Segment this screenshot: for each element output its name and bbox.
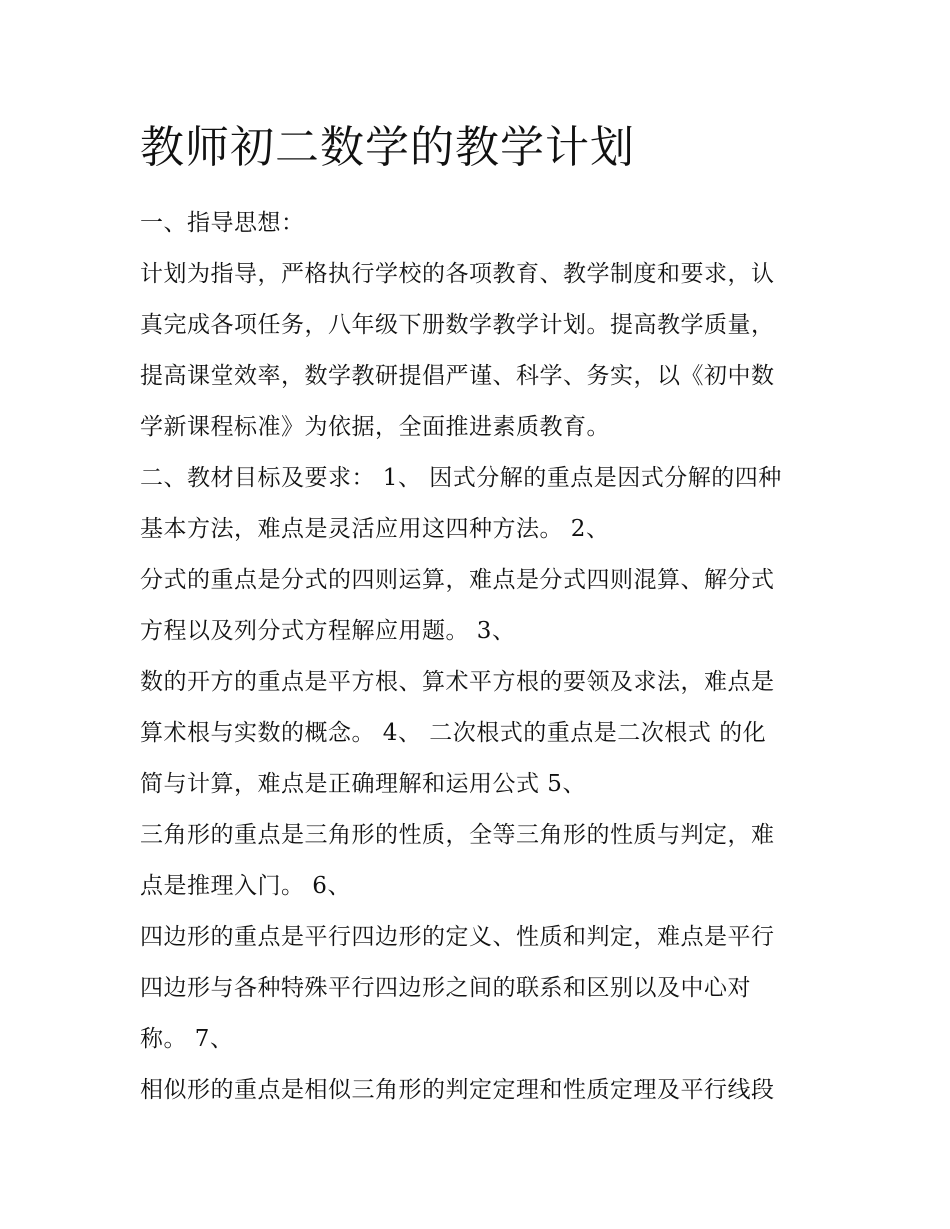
text-line: 方程以及列分式方程解应用题。 3、 <box>140 618 516 644</box>
text-line: 称。 7、 <box>140 1026 234 1052</box>
text-line: 提高课堂效率，数学教研提倡严谨、科学、务实，以《初中数 <box>140 363 775 389</box>
text-line: 分式的重点是分式的四则运算，难点是分式四则混算、解分式 <box>140 567 775 593</box>
text-line: 简与计算，难点是正确理解和运用公式 5、 <box>140 771 586 797</box>
text-line: 真完成各项任务，八年级下册数学教学计划。提高教学质量， <box>140 312 775 338</box>
text-line: 数的开方的重点是平方根、算术平方根的要领及求法，难点是 <box>140 669 775 695</box>
text-line: 一、指导思想： <box>140 210 305 236</box>
text-line: 学新课程标准》为依据，全面推进素质教育。 <box>140 414 610 440</box>
text-line: 相似形的重点是相似三角形的判定定理和性质定理及平行线段 <box>140 1077 775 1103</box>
text-line: 二、教材目标及要求： 1、 因式分解的重点是因式分解的四种 <box>140 465 782 491</box>
text-line: 点是推理入门。 6、 <box>140 873 351 899</box>
text-line: 四边形的重点是平行四边形的定义、性质和判定，难点是平行 <box>140 924 775 950</box>
text-line: 计划为指导，严格执行学校的各项教育、教学制度和要求，认 <box>140 261 775 287</box>
page-title: 教师初二数学的教学计划 <box>140 122 635 173</box>
text-line: 算术根与实数的概念。 4、 二次根式的重点是二次根式 的化 <box>140 720 767 746</box>
text-line: 四边形与各种特殊平行四边形之间的联系和区别以及中心对 <box>140 975 751 1001</box>
text-line: 三角形的重点是三角形的性质，全等三角形的性质与判定，难 <box>140 822 775 848</box>
text-line: 基本方法，难点是灵活应用这四种方法。 2、 <box>140 516 610 542</box>
